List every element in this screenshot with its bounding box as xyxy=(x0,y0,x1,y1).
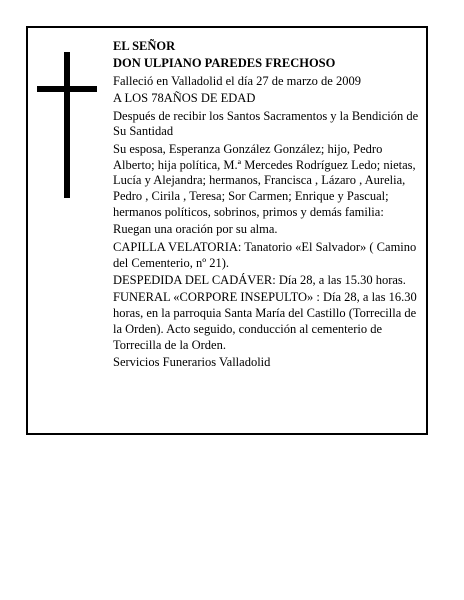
funeral-info: FUNERAL «CORPORE INSEPULTO» : Día 28, a las 16.30 horas, en la parroquia Santa María del Castillo (Torrecilla de la Orden). Acto seguido, conducción al cementerio de Torrecilla de la Orden. xyxy=(113,290,417,352)
chapel-info: CAPILLA VELATORIA: Tanatorio «El Salvador» ( Camino del Cementerio, nº 21). xyxy=(113,239,417,270)
prayer-request: Ruegan una oración por su alma. xyxy=(113,222,278,237)
honorific-title: EL SEÑOR xyxy=(113,39,176,53)
sacraments-line: Después de recibir los Santos Sacramentos y la Bendición de Su Santidad xyxy=(113,108,419,139)
family-paragraph: Su esposa, Esperanza González González; hijo, Pedro Alberto; hija política, M.ª Mercedes Rodríguez Ledo; nietas, Lucía y Alejandra; hermanos, Francisca , Lázaro , Aurelia, Pedro , Cirila , Teresa; Sor Carmen; Enrique y Pascual; hermanos políticos, sobrinos, primos y demás familia: xyxy=(113,141,416,219)
cross-vertical-bar xyxy=(64,52,70,198)
funeral-services: Servicios Funerarios Valladolid xyxy=(113,355,271,370)
deceased-name: DON ULPIANO PAREDES FRECHOSO xyxy=(113,56,336,71)
death-statement: Falleció en Valladolid el día 27 de marzo de 2009 xyxy=(113,73,361,88)
obituary-text xyxy=(113,39,422,372)
cross-icon xyxy=(37,52,97,198)
farewell-info: DESPEDIDA DEL CADÁVER: Día 28, a las 15.30 horas. xyxy=(113,272,406,287)
cross-horizontal-bar xyxy=(37,86,97,92)
age-line: A LOS 78AÑOS DE EDAD xyxy=(113,91,256,106)
